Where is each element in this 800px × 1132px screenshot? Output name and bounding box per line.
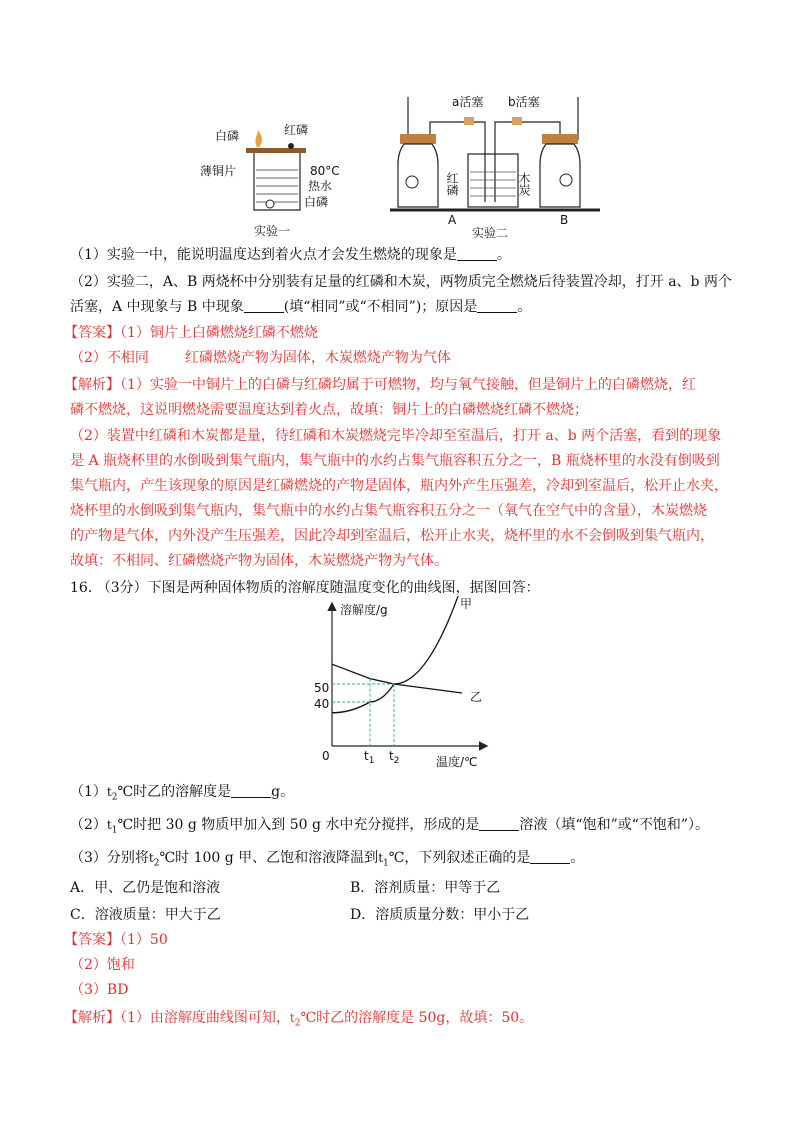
valve-b [512, 117, 522, 125]
option-d: D．溶质质量分数：甲小于乙 [350, 907, 530, 923]
caption-experiment-two: 实验二 [472, 226, 509, 240]
origin-label: 0 [322, 749, 330, 763]
label-red-phosphorus: 红磷 [284, 123, 309, 137]
curve-yi [332, 664, 462, 693]
option-b: B．溶剂质量：甲等于乙 [350, 880, 501, 896]
label-white-phosphorus-2: 白磷 [304, 195, 329, 209]
x-tick-t1: $t_1$ [364, 749, 375, 766]
q16-analysis-line1: 【解析】（1）由溶解度曲线图可知，$t_2℃$时乙的溶解度是 50g，故填：50。 [64, 1010, 534, 1029]
q15-analysis-line5: 集气瓶内，产生该现象的原因是红磷燃烧的产物是固体，瓶内外产生压强差，冷却到室温后，松开止水夹， [70, 478, 728, 494]
y-tick-40: 40 [314, 697, 330, 711]
label-hot-water: 热水 [308, 179, 333, 193]
analysis-label: 【解析】 [64, 377, 120, 393]
y-axis-label: 溶解度/g [340, 603, 388, 617]
q16-answer-line2: （2）饱和 [70, 957, 135, 973]
q16-title: 16. （3分）下图是两种固体物质的溶解度随温度变化的曲线图，据图回答： [70, 580, 540, 596]
q16-part3: （3）分别将$t_2℃$时 100 g 甲、乙饱和溶液降温到$t_1℃$，下列叙述正确的是 。 [70, 850, 585, 869]
label-valve-a: a活塞 [452, 95, 484, 109]
q16-part2: $(2)t_1℃$时把 30 g 物质甲加入到 50 g 水中充分搅拌，形成的是 溶液（填“饱和”或“不饱和”）。 [70, 817, 710, 836]
experiment-two-figure [390, 92, 600, 242]
x-axis-label: 温度/℃ [436, 755, 478, 769]
beaker [254, 153, 300, 210]
label-red-phosphorus-a: 红磷 [445, 172, 459, 196]
label-white-phosphorus: 白磷 [215, 129, 240, 143]
red-phosphorus-dot [288, 143, 294, 149]
label-temperature: 80°C [310, 164, 340, 178]
q15-answer-line1: 【答案】（1）铜片上白磷燃烧红磷不燃烧 [64, 325, 318, 341]
y-tick-50: 50 [314, 681, 330, 695]
label-charcoal: 木炭 [517, 172, 531, 196]
answer-label: 【答案】 [64, 932, 120, 948]
analysis-label: 【解析】 [64, 1010, 120, 1026]
q15-analysis-line1: 【解析】（1）实验一中铜片上的白磷与红磷均属于可燃物，均与氧气接触，但是铜片上的白磷燃烧，红 [64, 377, 696, 393]
q15-part2-line2: 活塞，A 中现象与 B 中现象 (填“相同”或“不相同”)；原因是 。 [70, 299, 532, 315]
spoon-a [406, 176, 418, 188]
label-copper-sheet: 薄铜片 [200, 164, 237, 178]
answer-blank [530, 849, 570, 864]
answer-blank [457, 246, 497, 261]
answer-label: 【答案】 [64, 325, 120, 341]
flame-icon [255, 130, 262, 147]
label-valve-b: b活塞 [508, 95, 540, 109]
bottle-a [398, 144, 438, 207]
q15-analysis-line3: （2）装置中红磷和木炭都是量，待红磷和木炭燃烧完毕冷却至室温后，打开 a、b 两个活塞，看到的现象 [70, 428, 722, 444]
q16-answer-line1: 【答案】（1）50 [64, 932, 168, 948]
q16-part1: $(1)t_2℃$时乙的溶解度是 g。 [70, 784, 295, 803]
bottle-b [540, 144, 580, 207]
q15-part2-line1: （2）实验二，A、B 两烧杯中分别装有足量的红磷和木炭，两物质完全燃烧后待装置冷却，打开 a、b 两个 [70, 274, 732, 290]
x-tick-t2: $t_2$ [389, 749, 400, 766]
experiment-one-figure [200, 100, 340, 240]
q15-analysis-line2: 磷不燃烧，这说明燃烧需要温度达到着火点，故填：铜片上的白磷燃烧红磷不燃烧； [70, 402, 588, 418]
stopper-b [542, 134, 578, 144]
option-c: C．溶液质量：甲大于乙 [70, 907, 221, 923]
q15-part1: （1）实验一中，能说明温度达到着火点才会发生燃烧的现象是 。 [70, 247, 511, 263]
q15-analysis-line6: 烧杯里的水倒吸到集气瓶内，集气瓶中的水约占集气瓶容积五分之一（氧气在空气中的含量），木炭燃烧 [70, 503, 707, 519]
label-bottle-b: B [560, 213, 569, 227]
series-label-yi: 乙 [470, 690, 483, 704]
white-phosphorus-underwater [266, 200, 274, 208]
q15-analysis-line8: 故填：不相同、红磷燃烧产物为固体，木炭燃烧产物为气体。 [70, 553, 448, 569]
q15-answer-line2: （2）不相同 红磷燃烧产物为固体，木炭燃烧产物为气体 [70, 350, 451, 366]
q15-analysis-line4: 是 A 瓶烧杯里的水倒吸到集气瓶内，集气瓶中的水约占集气瓶容积五分之一，B 瓶烧杯里的水没有倒吸到 [70, 453, 720, 469]
valve-a [464, 117, 474, 125]
spoon-b [560, 174, 572, 186]
label-bottle-a: A [448, 213, 457, 227]
caption-experiment-one: 实验一 [254, 224, 291, 238]
answer-blank [244, 298, 284, 313]
answer-blank [479, 816, 519, 831]
answer-blank [477, 298, 517, 313]
answer-blank [231, 783, 271, 798]
q15-analysis-line7: 的产物是气体，内外没产生压强差，因此冷却到室温后，松开止水夹，烧杯里的水不会倒吸到集气瓶内， [70, 528, 714, 544]
solubility-chart [300, 596, 520, 772]
series-label-jia: 甲 [460, 597, 473, 611]
middle-beaker [468, 154, 518, 207]
copper-sheet [246, 148, 306, 153]
q16-answer-line3: （3）BD [70, 982, 129, 998]
stopper-a [400, 134, 436, 144]
option-a: A．甲、乙仍是饱和溶液 [70, 880, 221, 896]
